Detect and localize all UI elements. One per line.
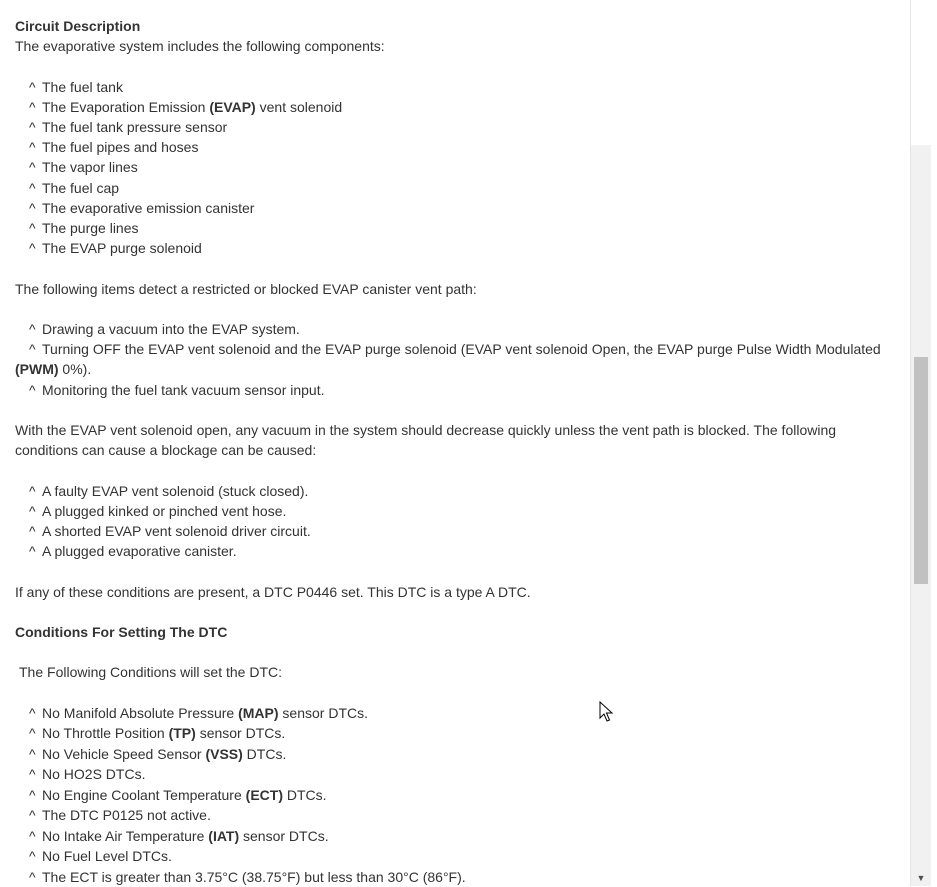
detect-intro: The following items detect a restricted or blocked EVAP canister vent path: bbox=[15, 280, 477, 297]
list-item: ^ A plugged kinked or pinched vent hose. bbox=[29, 502, 287, 519]
list-item: ^ The DTC P0125 not active. bbox=[29, 807, 211, 824]
list-item: ^ No Manifold Absolute Pressure (MAP) sensor DTCs. bbox=[29, 704, 369, 721]
list-item: ^ A faulty EVAP vent solenoid (stuck closed). bbox=[29, 482, 309, 499]
scrollbar-track-top[interactable] bbox=[911, 0, 931, 145]
list-item: ^ The fuel tank bbox=[29, 78, 123, 95]
list-item: ^ Turning OFF the EVAP vent solenoid and the EVAP purge solenoid (EVAP vent solenoid Open, the EVAP purge Pulse Width Modulated (PWM) 0%). bbox=[15, 341, 881, 378]
document-body bbox=[15, 16, 895, 887]
list-item: ^ The vapor lines bbox=[29, 159, 138, 176]
list-item: ^ A shorted EVAP vent solenoid driver circuit. bbox=[29, 523, 311, 539]
mouse-pointer-icon bbox=[599, 701, 613, 723]
list-item: ^ The purge lines bbox=[29, 220, 139, 237]
list-item: ^ Drawing a vacuum into the EVAP system. bbox=[29, 321, 300, 337]
components-list bbox=[15, 77, 895, 259]
list-item: ^ No Intake Air Temperature (IAT) sensor DTCs. bbox=[29, 827, 329, 844]
list-item: ^ No Vehicle Speed Sensor (VSS) DTCs. bbox=[29, 745, 287, 762]
components-intro: The evaporative system includes the following components: bbox=[15, 38, 385, 55]
list-item: ^ The fuel tank pressure sensor bbox=[29, 119, 228, 135]
blockage-list bbox=[15, 481, 895, 562]
list-item: ^ The fuel pipes and hoses bbox=[29, 139, 199, 156]
list-item: ^ The ECT is greater than 3.75°C (38.75°F) but less than 30°C (86°F). bbox=[29, 868, 466, 885]
circuit-description-heading: Circuit Description bbox=[15, 18, 141, 34]
vent-paragraph: With the EVAP vent solenoid open, any vacuum in the system should decrease quickly unless the vent path is blocked. The following conditions can cause a blockage can be caused: bbox=[15, 422, 837, 459]
list-item: ^ A plugged evaporative canister. bbox=[29, 543, 237, 560]
scroll-down-arrow-icon[interactable]: ▼ bbox=[916, 873, 926, 883]
list-item: ^ The evaporative emission canister bbox=[29, 199, 255, 216]
detect-list bbox=[15, 319, 895, 400]
list-item: ^ The Evaporation Emission (EVAP) vent solenoid bbox=[29, 98, 343, 115]
list-item: ^ No Throttle Position (TP) sensor DTCs. bbox=[29, 725, 286, 742]
scrollbar-thumb[interactable] bbox=[914, 357, 928, 584]
list-item: ^ No Fuel Level DTCs. bbox=[29, 848, 172, 865]
dtc-statement: If any of these conditions are present, a DTC P0446 set. This DTC is a type A DTC. bbox=[15, 583, 531, 600]
vertical-scrollbar[interactable] bbox=[910, 0, 931, 886]
list-item: ^ The EVAP purge solenoid bbox=[29, 240, 202, 257]
conditions-list bbox=[15, 703, 895, 887]
list-item: ^ No Engine Coolant Temperature (ECT) DTCs. bbox=[29, 786, 327, 803]
conditions-intro: The Following Conditions will set the DTC: bbox=[19, 664, 282, 681]
list-item: ^ No HO2S DTCs. bbox=[29, 766, 146, 783]
list-item: ^ Monitoring the fuel tank vacuum sensor input. bbox=[29, 381, 325, 398]
list-item: ^ The fuel cap bbox=[29, 179, 120, 196]
conditions-heading: Conditions For Setting The DTC bbox=[15, 623, 228, 640]
